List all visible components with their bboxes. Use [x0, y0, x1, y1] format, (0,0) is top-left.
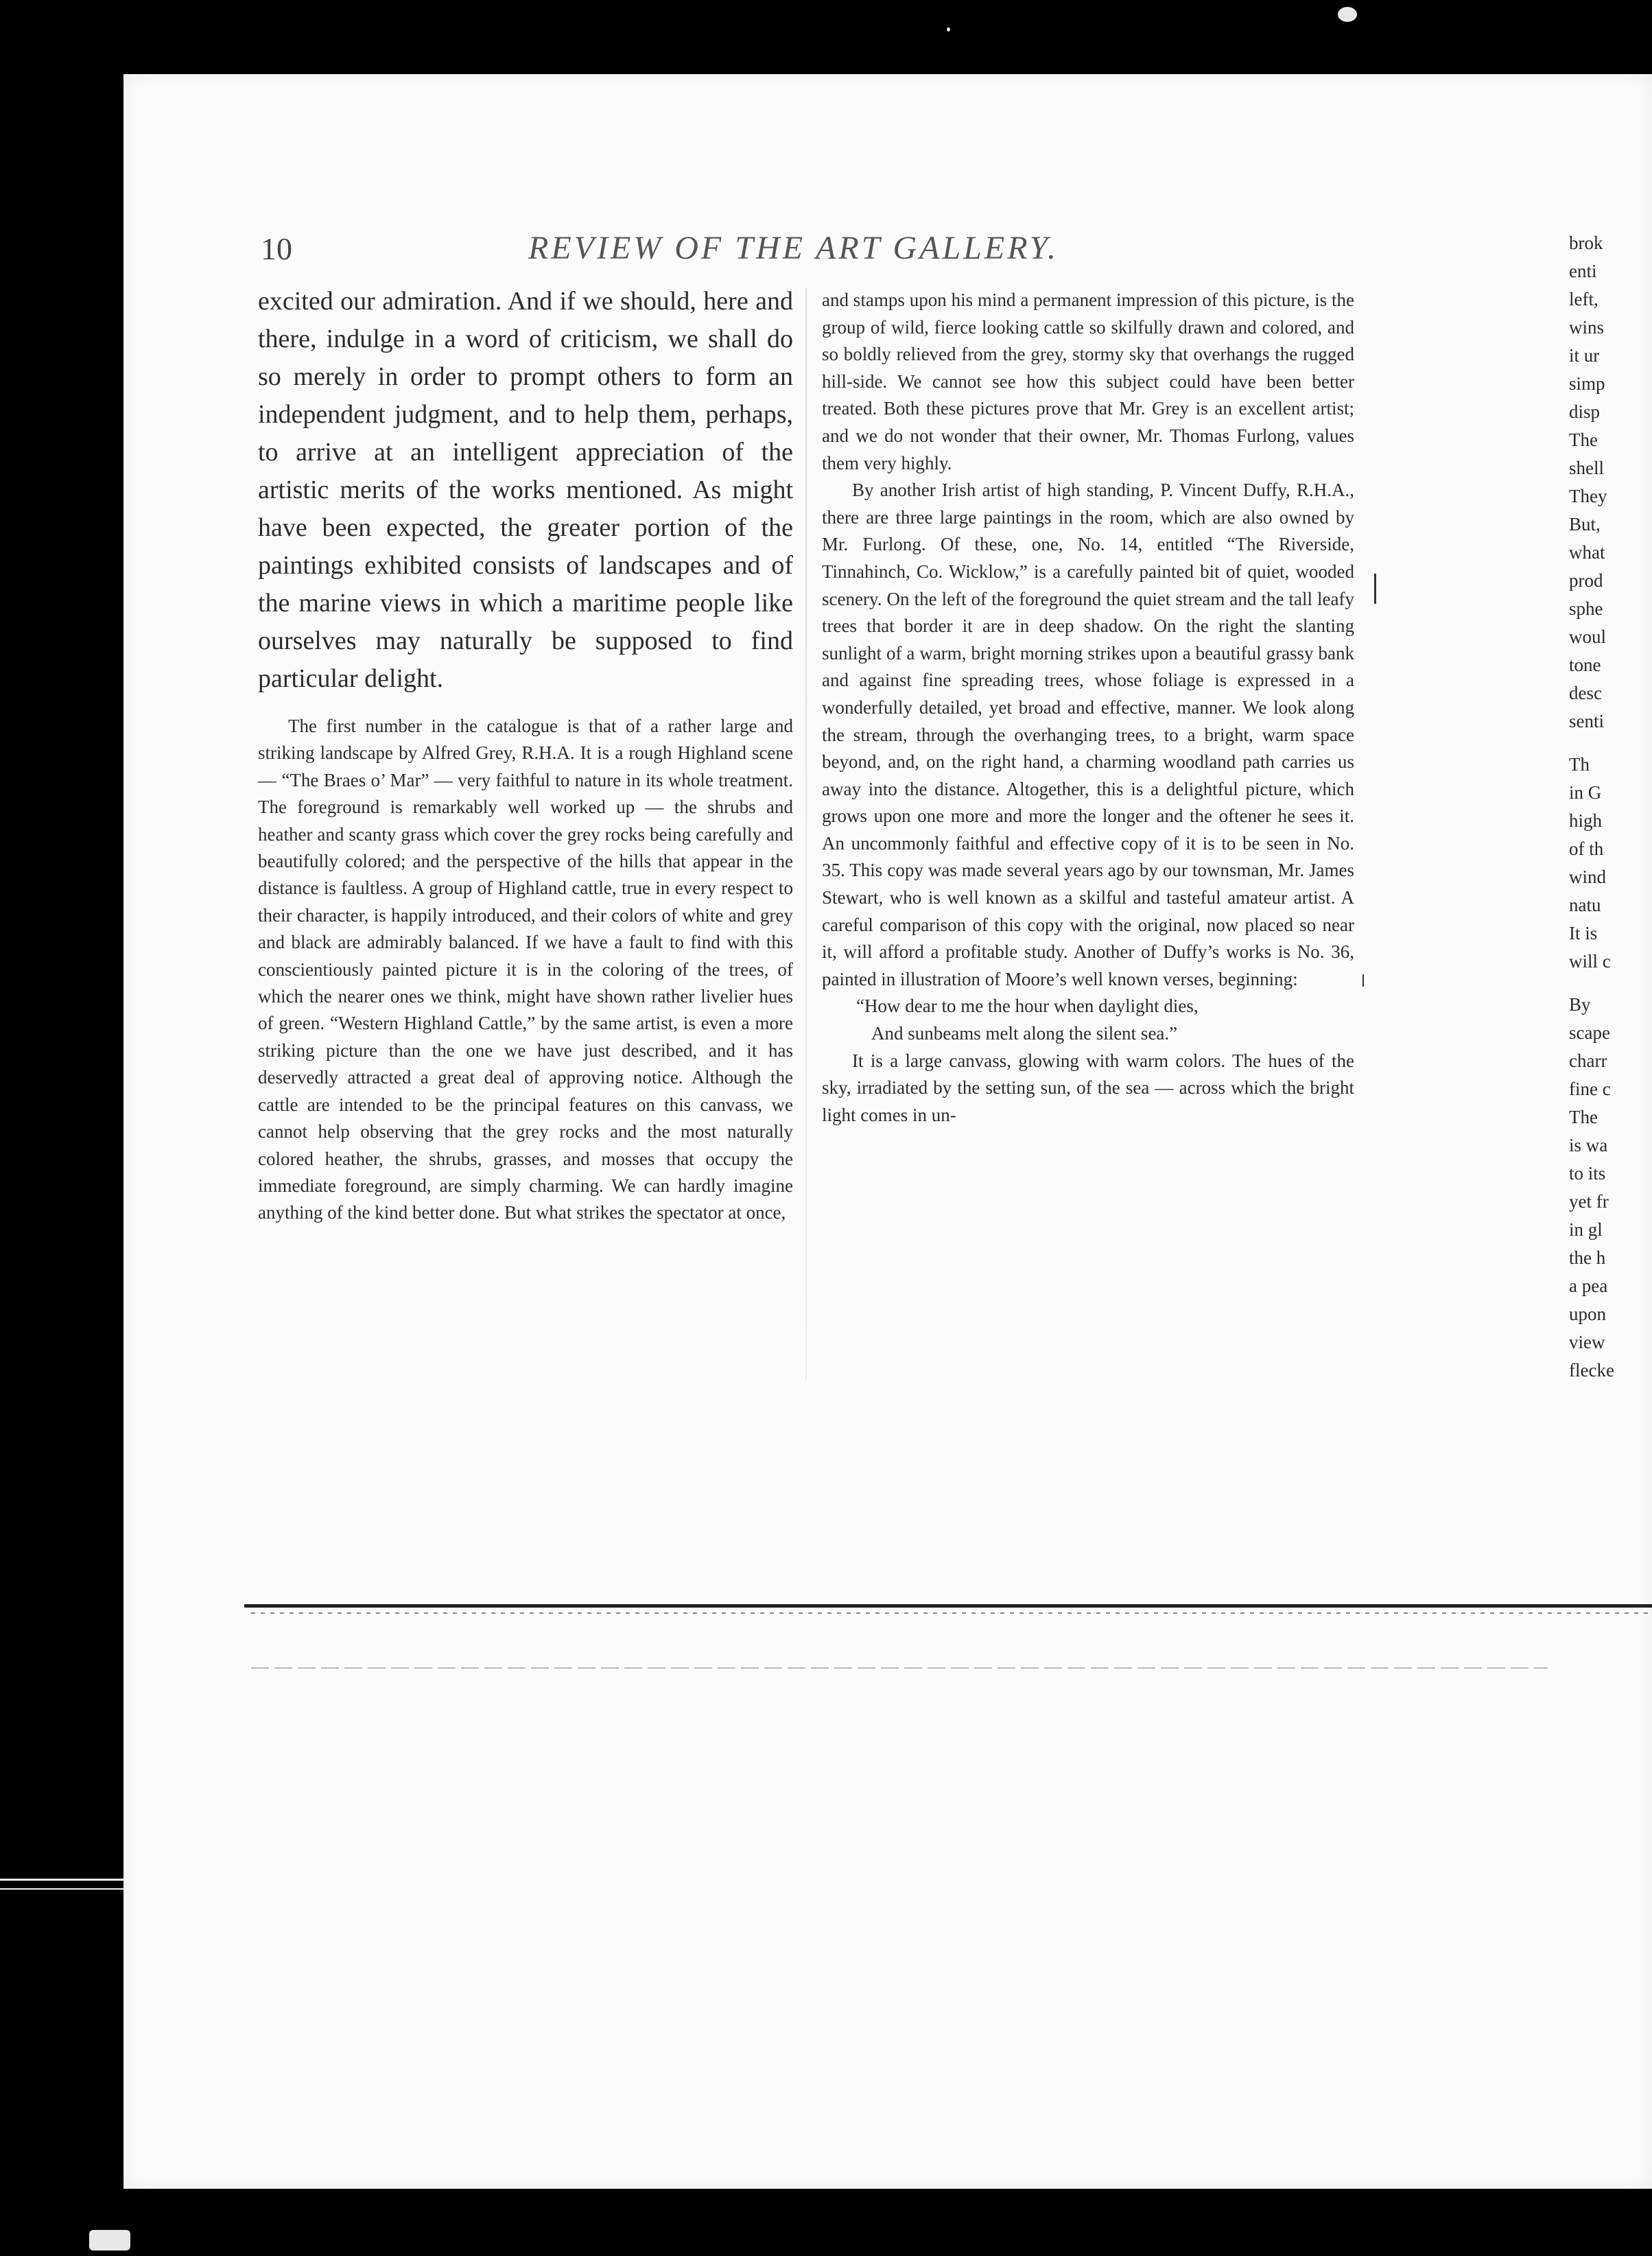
fragment-line: brok	[1569, 233, 1603, 253]
right-column-fragment	[1569, 229, 1652, 1385]
fragment-line: It is	[1569, 923, 1598, 943]
fragment-line: enti	[1569, 261, 1597, 281]
fragment-line: to its	[1569, 1163, 1606, 1184]
duffy-paragraph: By another Irish artist of high standing, P. Vincent Duffy, R.H.A., there are three large paintings in the room, which are also owned by Mr. Furlong. Of these, one, No. 14, entitled “The Riverside, Tinnahinch, Co. Wicklow,” is a carefully painted bit of quiet, wooded scenery. On the left of the foreground the quiet stream and the tall leafy trees that border it are in deep shadow. On the right the slanting sunlight of a warm, bright morning strikes upon a beautiful grassy bank and against fine spreading trees, whose foliage is expressed in a wonderfully detailed, yet broad and effective, manner. We look along the stream, through the overhanging trees, to a bright, warm space beyond, and, on the right hand, a charming woodland path carries us away into the distance. Altogether, this is a delightful picture, which grows upon one more and more the longer and the oftener he sees it. An uncommonly faithful and effective copy of it is to be seen in No. 35. This copy was made several years ago by our townsman, Mr. James Stewart, who is well known as a skilful and tasteful amateur artist. A careful comparison of this copy with the original, now placed so near it, will afford a profitable study. Another of Duffy’s works is No. 36, painted in illustration of Moore’s well known verses, beginning:	[822, 480, 1354, 989]
fragment-line: wind	[1569, 867, 1606, 887]
verse-line: “How dear to me the hour when daylight dies,	[856, 996, 1199, 1017]
fragment-line: fine c	[1569, 1079, 1611, 1099]
paragraph-gap	[1569, 736, 1652, 751]
paragraph-gap	[1569, 976, 1652, 991]
fragment-line: senti	[1569, 711, 1604, 731]
running-title: REVIEW OF THE ART GALLERY.	[528, 230, 1059, 266]
fragment-line: sphe	[1569, 598, 1603, 619]
fragment-line: disp	[1569, 401, 1601, 422]
fragment-line: woul	[1569, 626, 1606, 647]
fragment-line: upon	[1569, 1304, 1606, 1324]
fragment-line: view	[1569, 1332, 1605, 1352]
fragment-line: yet fr	[1569, 1191, 1609, 1212]
fragment-line: tone	[1569, 655, 1601, 675]
scan-edge-line	[0, 1888, 123, 1890]
margin-mark	[1374, 574, 1376, 604]
fragment-line: prod	[1569, 570, 1603, 591]
verse-quote	[822, 993, 1354, 1047]
fragment-line: high	[1569, 810, 1603, 831]
fragment-line: what	[1569, 542, 1605, 563]
fragment-line: the h	[1569, 1247, 1606, 1268]
dotted-rule	[251, 1612, 1652, 1614]
fragment-line: natu	[1569, 895, 1601, 915]
grey-paintings-paragraph: The first number in the catalogue is that of a rather large and striking landscape by Alfred Grey, R.H.A. It is a rough Highland scene — “The Braes o’ Mar” — very faithful to nature in its whole treatment. The foreground is remarkably well worked up — the shrubs and heather and scanty grass which cover the grey rocks being carefully and beautifully colored; and the perspective of the hills that appear in the distance is faultless. A group of Highland cattle, true in every respect to their character, is happily introduced, and their colors of white and grey and black are admirably balanced. If we have a fault to find with this conscientiously painted picture it is in the coloring of the trees, of which the nearer ones we think, might have shown rather livelier hues of green. “Western Highland Cattle,” by the same artist, is even a more striking picture than the one we have just described, and it has deservedly attracted a great deal of approving notice. Although the cattle are intended to be the principal features on this canvass, we cannot help observing that the grey rocks and the most naturally colored heather, the shrubs, grasses, and mosses that occupy the immediate foreground, are simply charming. We can hardly imagine anything of the kind better done. But what strikes the spectator at once,	[258, 716, 793, 1223]
verse-line: And sunbeams melt along the silent sea.”	[871, 1023, 1178, 1044]
page-number: 10	[261, 231, 292, 266]
column-divider	[805, 288, 807, 1379]
fragment-line: The	[1569, 1107, 1598, 1127]
fragment-line: is wa	[1569, 1135, 1608, 1155]
fragment-line: They	[1569, 486, 1607, 506]
fragment-line: left,	[1569, 289, 1598, 309]
fragment-line: a pea	[1569, 1276, 1608, 1296]
fragment-line: in gl	[1569, 1219, 1603, 1240]
middle-column	[822, 287, 1354, 1129]
fragment-line: will c	[1569, 951, 1611, 972]
canvass-paragraph: It is a large canvass, glowing with warm colors. The hues of the sky, irradiated by the setting sun, of the sea — across which the bright light comes in un-	[822, 1050, 1354, 1125]
left-column	[258, 283, 793, 1227]
fragment-line: The	[1569, 430, 1598, 450]
scan-edge-line	[0, 1879, 123, 1881]
fragment-line: But,	[1569, 514, 1601, 534]
horizontal-rule	[244, 1604, 1652, 1608]
fragment-line: Th	[1569, 754, 1590, 775]
fragment-line: wins	[1569, 317, 1605, 338]
fragment-line: flecke	[1569, 1360, 1614, 1380]
dashed-rule	[251, 1667, 1548, 1669]
continued-paragraph: and stamps upon his mind a permanent impression of this picture, is the group of wild, fierce looking cattle so skilfully drawn and colored, and so boldly relieved from the grey, stormy sky that overhangs the rugged hill-side. We cannot see how this subject could have been better treated. Both these pictures prove that Mr. Grey is an excellent artist; and we do not wonder that their owner, Mr. Thomas Furlong, values them very highly.	[822, 290, 1354, 473]
fragment-line: it ur	[1569, 345, 1600, 366]
fragment-line: of th	[1569, 838, 1604, 859]
fragment-line: desc	[1569, 683, 1602, 703]
fragment-line: in G	[1569, 782, 1602, 803]
fragment-line: By	[1569, 994, 1591, 1015]
fragment-line: shell	[1569, 458, 1604, 478]
fragment-line: scape	[1569, 1022, 1610, 1043]
margin-mark	[1362, 974, 1364, 987]
scan-speck	[947, 27, 950, 32]
intro-paragraph: excited our admiration. And if we should, here and there, indulge in a word of criticism, we shall do so merely in order to prompt others to form an independent judgment, and to help them, perhaps, to arrive at an intelligent appreciation of the artistic merits of the works mentioned. As might have been expected, the greater portion of the paintings exhibited consists of landscapes and of the marine views in which a maritime people like ourselves may naturally be supposed to find particular delight.	[258, 287, 793, 693]
scan-speck	[1338, 7, 1357, 22]
scan-speck	[89, 2230, 130, 2251]
fragment-line: simp	[1569, 373, 1605, 394]
fragment-line: charr	[1569, 1050, 1607, 1071]
